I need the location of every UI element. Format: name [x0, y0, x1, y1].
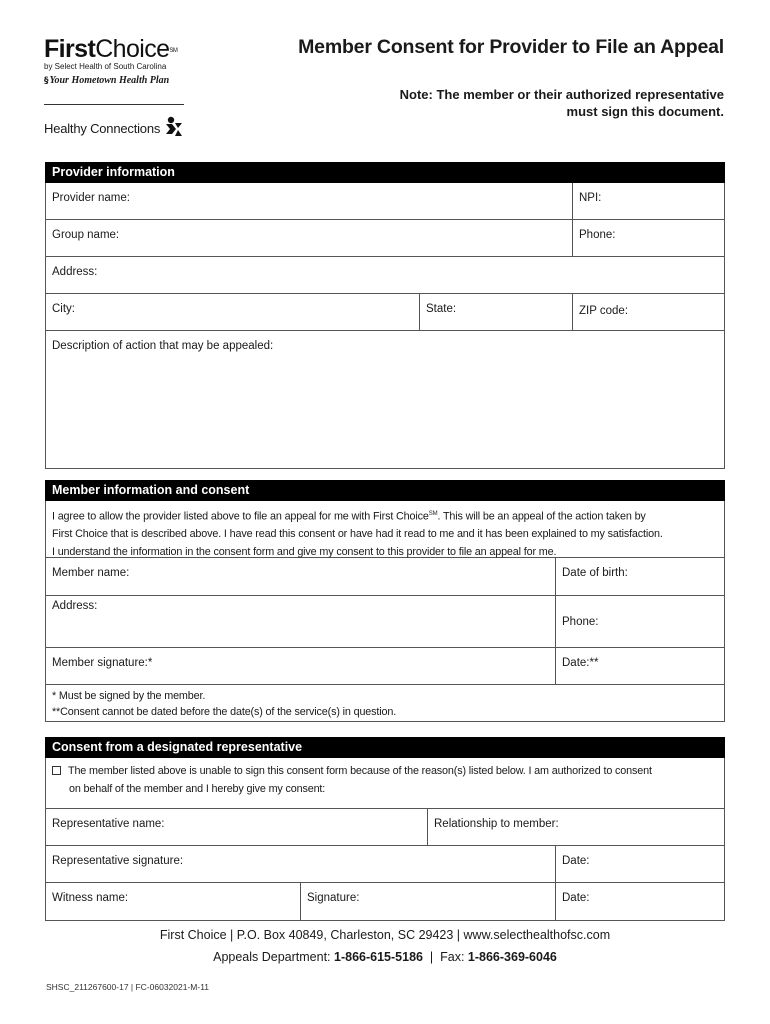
zip-code-field[interactable]: ZIP code: [572, 294, 724, 330]
appeals-phone: 1-866-615-5186 [334, 950, 423, 964]
witness-date-field[interactable]: Date: [555, 883, 724, 920]
representative-statement: The member listed above is unable to sign this consent form because of the reason(s) listed below. I am authorized to consent on behalf of the member and I hereby give my consent: [45, 758, 725, 809]
healthy-connections-logo: Healthy Connections [44, 116, 185, 140]
section-heading: Consent from a designated representative [45, 737, 725, 758]
representative-row-3 [45, 883, 725, 921]
provider-row-3 [45, 257, 725, 294]
provider-row-4 [45, 294, 725, 331]
member-name-field[interactable]: Member name: [52, 567, 130, 579]
provider-row-5 [45, 331, 725, 469]
relationship-field[interactable]: Relationship to member: [427, 809, 724, 845]
provider-phone-field[interactable]: Phone: [572, 220, 724, 256]
date-of-birth-field[interactable]: Date of birth: [555, 558, 724, 595]
form-code: SHSC_211267600-17 | FC-06032021-M-11 [46, 982, 210, 992]
witness-signature-field[interactable]: Signature: [300, 883, 555, 920]
logo-divider [44, 104, 184, 105]
provider-address-field[interactable]: Address: [52, 266, 98, 278]
palmetto-icon: § [44, 76, 49, 86]
logo-subtitle: by Select Health of South Carolina [44, 62, 167, 71]
logo-tagline: §Your Hometown Health Plan [44, 75, 170, 86]
member-row-3 [45, 648, 725, 685]
member-address-field[interactable]: Address: [52, 600, 98, 612]
group-name-field[interactable]: Group name: [52, 229, 120, 241]
representative-date-field[interactable]: Date: [555, 846, 724, 882]
member-row-2 [45, 596, 725, 648]
representative-consent-checkbox[interactable] [52, 766, 61, 775]
provider-row-1 [45, 183, 725, 220]
provider-information-section [45, 162, 725, 469]
fax-number: 1-866-369-6046 [467, 950, 557, 964]
first-choice-logo [44, 36, 194, 87]
footer-phones: Appeals Department: 1-866-615-5186 | Fax: 1-866-369-6046 [213, 950, 557, 964]
document-title: Member Consent for Provider to File an Appeal [298, 36, 724, 58]
logo-wordmark: FirstChoice℠ [44, 35, 178, 63]
member-signature-field[interactable]: Member signature:* [52, 657, 153, 669]
provider-row-2 [45, 220, 725, 257]
footer-address: First Choice | P.O. Box 40849, Charleston, SC 29423 | www.selecthealthofsc.com [159, 928, 611, 942]
representative-signature-field[interactable]: Representative signature: [52, 855, 184, 867]
member-row-1 [45, 558, 725, 596]
member-information-section [45, 480, 725, 722]
provider-name-field[interactable]: Provider name: [52, 192, 130, 204]
state-field[interactable]: State: [419, 294, 572, 330]
city-field[interactable]: City: [52, 303, 75, 315]
consent-statement: I agree to allow the provider listed above to file an appeal for me with First Choice℠. This will be an appeal of the action taken by First Choice that is described above. I have read this consent or have had it read to me and it has been explained to my satisfaction. I understand the information in the consent form and give my consent to this provider to file an appeal for me. [45, 501, 725, 558]
representative-name-field[interactable]: Representative name: [52, 818, 165, 830]
section-heading: Member information and consent [45, 480, 725, 501]
description-field[interactable]: Description of action that may be appealed: [52, 340, 274, 352]
member-date-field[interactable]: Date:** [555, 648, 724, 684]
signature-note: Note: The member or their authorized representative must sign this document. [399, 87, 724, 119]
healthy-connections-icon [163, 116, 185, 140]
member-footnotes: * Must be signed by the member. **Consent cannot be dated before the date(s) of the service(s) in question. [45, 685, 725, 722]
representative-section [45, 737, 725, 921]
npi-field[interactable]: NPI: [572, 183, 724, 219]
member-phone-field[interactable]: Phone: [555, 596, 724, 647]
section-heading: Provider information [45, 162, 725, 183]
representative-row-2 [45, 846, 725, 883]
representative-row-1 [45, 809, 725, 846]
witness-name-field[interactable]: Witness name: [52, 892, 129, 904]
